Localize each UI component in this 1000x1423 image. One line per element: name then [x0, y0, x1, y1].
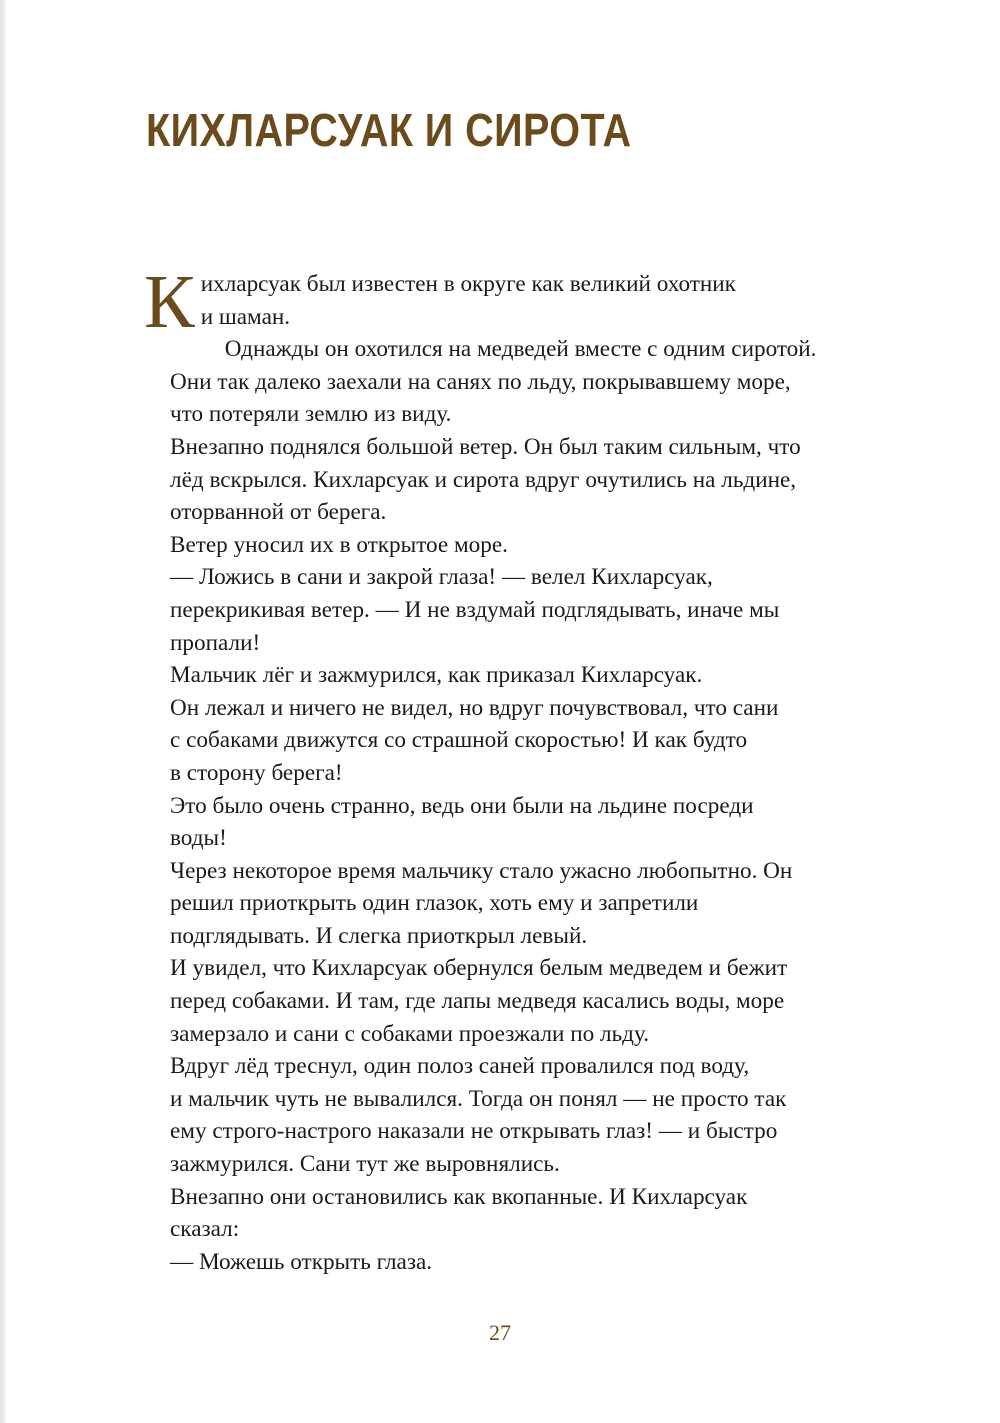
- paragraph-list: [146, 333, 896, 1278]
- text-line: — Можешь открыть глаза.: [170, 1248, 433, 1275]
- paragraph-12: [146, 1181, 896, 1246]
- text-line: подглядывать. И слегка приоткрыл левый.: [170, 922, 588, 949]
- text-line: — Ложись в сани и закрой глаза! — велел Кихларсуак,: [170, 564, 713, 591]
- page-edge: [0, 0, 6, 1423]
- text-line: решил приоткрыть один глазок, хоть ему и запретили: [170, 890, 699, 917]
- paragraph-1: [144, 260, 896, 344]
- page-number: 27: [489, 1320, 511, 1345]
- text-line: оторванной от берега.: [170, 499, 387, 526]
- paragraph-7: [146, 692, 896, 790]
- paragraph-3: [146, 431, 896, 529]
- paragraph-9: [146, 855, 896, 953]
- story-text: [144, 260, 896, 1278]
- text-line: и шаман.: [200, 303, 291, 330]
- paragraph-11: [146, 1050, 896, 1180]
- text-line: Мальчик лёг и зажмурился, как приказал Кихларсуак.: [170, 662, 703, 689]
- paragraph-4: [146, 529, 896, 562]
- drop-cap: К: [144, 260, 195, 344]
- text-line: И увидел, что Кихларсуак обернулся белым медведем и бежит: [170, 955, 788, 982]
- paragraph-8: [146, 790, 896, 855]
- text-line: и мальчик чуть не вывалился. Тогда он понял — не просто так: [170, 1085, 787, 1112]
- text-line: Он лежал и ничего не видел, но вдруг почувствовал, что сани: [170, 694, 779, 721]
- text-line: Вдруг лёд треснул, один полоз саней провалился под воду,: [170, 1053, 750, 1080]
- text-line: в сторону берега!: [170, 759, 343, 786]
- paragraph-6: [146, 659, 896, 692]
- paragraph-2: [146, 333, 896, 431]
- text-line: с собаками движутся со страшной скоростью! И как будто: [170, 727, 748, 754]
- text-line: воды!: [170, 825, 227, 852]
- text-line: Внезапно они остановились как вкопанные. И Кихларсуак: [170, 1183, 748, 1210]
- text-line: Ветер уносил их в открытое море.: [170, 531, 508, 558]
- paragraph-5: [146, 561, 896, 659]
- text-line: Через некоторое время мальчику стало ужасно любопытно. Он: [170, 857, 793, 884]
- text-line: Они так далеко заехали на санях по льду, покрывавшему море,: [170, 368, 791, 395]
- text-line: пропали!: [170, 629, 261, 656]
- chapter-title: КИХЛАРСУАК И СИРОТА: [146, 104, 632, 156]
- text-line: зажмурился. Сани тут же выровнялись.: [170, 1151, 560, 1178]
- paragraph-10: [146, 952, 896, 1050]
- text-line: что потеряли землю из виду.: [170, 401, 452, 428]
- paragraph-13: [146, 1246, 896, 1279]
- text-line: перекрикивая ветер. — И не вздумай подглядывать, иначе мы: [170, 596, 780, 623]
- text-line: сказал:: [170, 1216, 240, 1243]
- text-line: Внезапно поднялся большой ветер. Он был таким сильным, что: [170, 433, 801, 460]
- text-line: Это было очень странно, ведь они были на льдине посреди: [170, 792, 754, 819]
- text-line: замерзало и сани с собаками проезжали по льду.: [170, 1020, 650, 1047]
- text-line: Однажды он охотился на медведей вместе с одним сиротой.: [224, 336, 817, 363]
- text-line: ихларсуак был известен в округе как великий охотник: [200, 271, 736, 297]
- text-line: лёд вскрылся. Кихларсуак и сирота вдруг очутились на льдине,: [170, 466, 797, 493]
- text-line: перед собаками. И там, где лапы медведя касались воды, море: [170, 988, 785, 1015]
- text-line: ему строго-настрого наказали не открывать глаз! — и быстро: [170, 1118, 778, 1145]
